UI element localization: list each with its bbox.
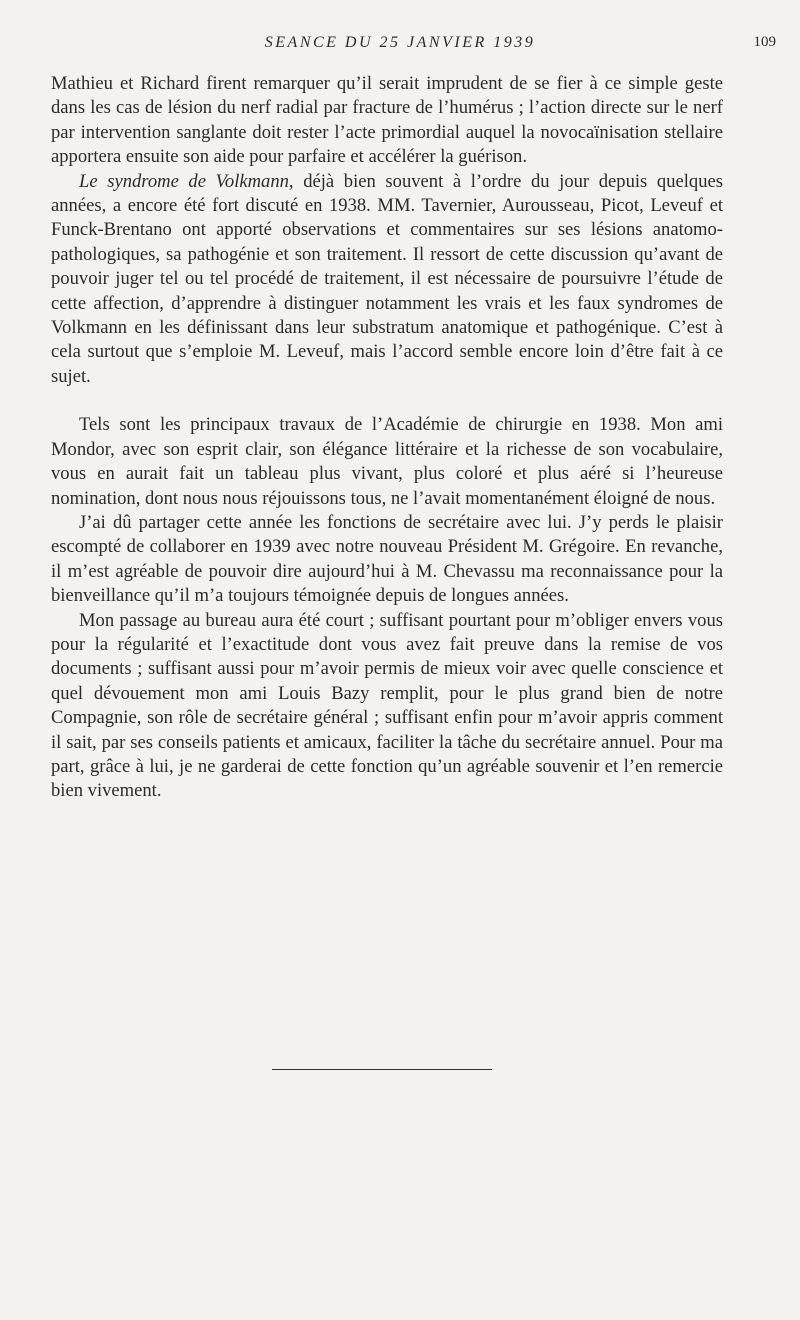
page-header xyxy=(0,34,800,58)
paragraph-2 xyxy=(51,170,723,390)
paragraph-1-text: Mathieu et Richard firent remarquer qu’il serait imprudent de se fier à ce simple geste dans les cas de lésion du nerf radial par fracture de l’humérus ; l’action directe sur le nerf par intervention sanglante doit rester l’acte primordial auquel la novocaïnisation stellaire apportera ensuite son aide pour parfaire et accélérer la guérison. xyxy=(51,73,723,168)
paragraph-1 xyxy=(51,72,723,170)
paragraph-2-lead: Le syndrome de Volkmann, xyxy=(79,170,294,192)
paragraph-4 xyxy=(51,511,723,609)
paragraph-4-text: J’ai dû partager cette année les fonctions de secrétaire avec lui. J’y perds le plaisir escompté de collaborer en 1939 avec notre nouveau Président M. Grégoire. En revanche, il m’est agréable de pouvoir dire aujourd’hui à M. Chevassu ma reconnaissance pour la bienveillance qu’il m’a toujours témoignée depuis de longues années. xyxy=(51,511,723,607)
body-text xyxy=(51,72,723,804)
paragraph-3 xyxy=(51,413,723,511)
closing-rule xyxy=(272,1069,492,1070)
paragraph-2-text: déjà bien souvent à l’ordre du jour depuis quelques années, a encore été fort discuté en 1938. MM. Tavernier, Aurousseau, Picot, Leveuf et Funck-Brentano ont apporté observations et commentaires sur ses lésions anatomo-pathologiques, sa pathogénie et son traitement. Il ressort de cette discussion qu’avant de pouvoir juger tel ou tel procédé de traitement, il est nécessaire de poursuivre l’étude de cette affection, d’apprendre à distinguer notamment les vrais et les faux syndromes de Volkmann en les définissant dans leur substratum anatomique et pathogénique. C’est à cela surtout que s’emploie M. Leveuf, mais l’accord semble encore loin d’être fait à ce sujet. xyxy=(51,170,723,387)
paragraph-3-text: Tels sont les principaux travaux de l’Académie de chirurgie en 1938. Mon ami Mondor, avec son esprit clair, son élégance littéraire et la richesse de son vocabulaire, vous en aurait fait un tableau plus vivant, plus coloré et plus aéré si l’heureuse nomination, dont nous nous réjouissons tous, ne l’avait momentanément éloigné de nous. xyxy=(51,414,723,509)
paragraph-5 xyxy=(51,609,723,804)
page-number: 109 xyxy=(753,34,776,50)
paragraph-5-text: Mon passage au bureau aura été court ; suffisant pourtant pour m’obliger envers vous pour la régularité et l’exactitude dont vous avez fait preuve dans la remise de vos documents ; suffisant aussi pour m’avoir permis de mieux voir avec quelle conscience et quel dévouement mon ami Louis Bazy remplit, pour le plus grand bien de notre Compagnie, son rôle de secrétaire général ; suffisant enfin pour m’avoir appris comment il sait, par ses conseils patients et amicaux, faciliter la tâche du secrétaire annuel. Pour ma part, grâce à lui, je ne garderai de cette fonction qu’un agréable souvenir et l’en remercie bien vivement. xyxy=(51,609,723,802)
running-head: SEANCE DU 25 JANVIER 1939 xyxy=(264,34,536,51)
